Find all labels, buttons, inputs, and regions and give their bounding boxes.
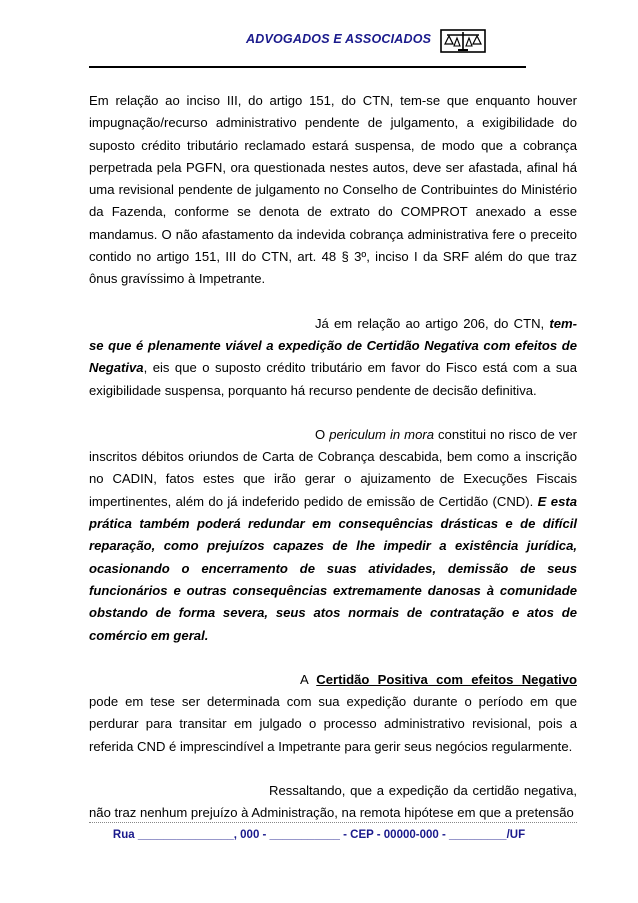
p3-latin-term: periculum in mora: [329, 426, 434, 442]
paragraph-1: Em relação ao inciso III, do artigo 151, do CTN, tem-se que enquanto houver impugnação/recurso administrativo pendente de julgamento, a exigibilidade do suposto crédito tributário reclamado estará suspensa, de modo que a cobrança perpetrada pela PGFN, ora questionada nestes autos, deve ser afastada, afinal há uma revisional pendente de julgamento no Conselho de Contribuintes do Ministério da Fazenda, conforme se denota de extrato do COMPROT anexado a esse mandamus. O não afastamento da indevida cobrança administrativa fere o preceito contido no artigo 151, III do CTN, art. 48 § 3º, inciso I da SRF além do que traz ônus gravíssimo à Impetrante.: [89, 93, 577, 287]
footer-rule: [89, 822, 577, 823]
p2-text-c: , eis que o suposto crédito tributário em favor do Fisco está com a sua exigibilidade suspensa, porquanto há recurso pendente de decisão definitiva.: [89, 360, 577, 398]
footer-address: Rua _______________, 000 - ___________ - CEP - 00000-000 - _________/UF: [112, 829, 526, 841]
document-body: [89, 90, 577, 825]
paragraph-2: [89, 313, 577, 402]
p3-emphasis: E esta prática também poderá redundar em consequências drásticas e de difícil reparação, como prejuízos capazes de lhe impedir a existência jurídica, ocasionando o encerramento de suas atividades, demissão de seus funcionários e outras consequências extremamente danosas à comunidade obstando de forma severa, seus atos normais de contratação e atos de comércio em geral.: [89, 493, 578, 643]
letterhead: [0, 28, 638, 68]
p4-text-a: A: [300, 671, 317, 687]
p2-text-a: Já em relação ao artigo 206, do CTN,: [315, 315, 550, 331]
header-rule: [89, 66, 526, 68]
paragraph-3: [89, 424, 577, 647]
firm-name: ADVOGADOS E ASSOCIADOS: [246, 32, 432, 46]
paragraph-4: [89, 669, 577, 758]
scales-of-justice-logo-icon: [440, 28, 486, 54]
p3-text-a: O: [315, 426, 330, 442]
p2-emphasis: tem-se que é plenamente viável a expedição de Certidão Negativa com efeitos de Negativa: [89, 315, 577, 376]
p3-text-c: constitui no risco de ver inscritos débitos oriundos de Carta de Cobrança descabida, bem como a inscrição no CADIN, fatos estes que irão gerar o ajuizamento de Execuções Fiscais impertinentes, além do já indeferido pedido de emissão de Certidão (CND).: [89, 426, 578, 509]
paragraph-5: Ressaltando, que a expedição da certidão negativa, não traz nenhum prejuízo à Administração, na remota hipótese em que a pretensão: [89, 783, 577, 821]
p4-underlined: Certidão Positiva com efeitos Negativo: [316, 671, 577, 687]
p4-text-c: pode em tese ser determinada com sua expedição durante o período em que perdurar para transitar em julgado o processo administrativo revisional, pois a referida CND é imprescindível a Impetrante para gerir seus negócios regularmente.: [89, 694, 577, 754]
